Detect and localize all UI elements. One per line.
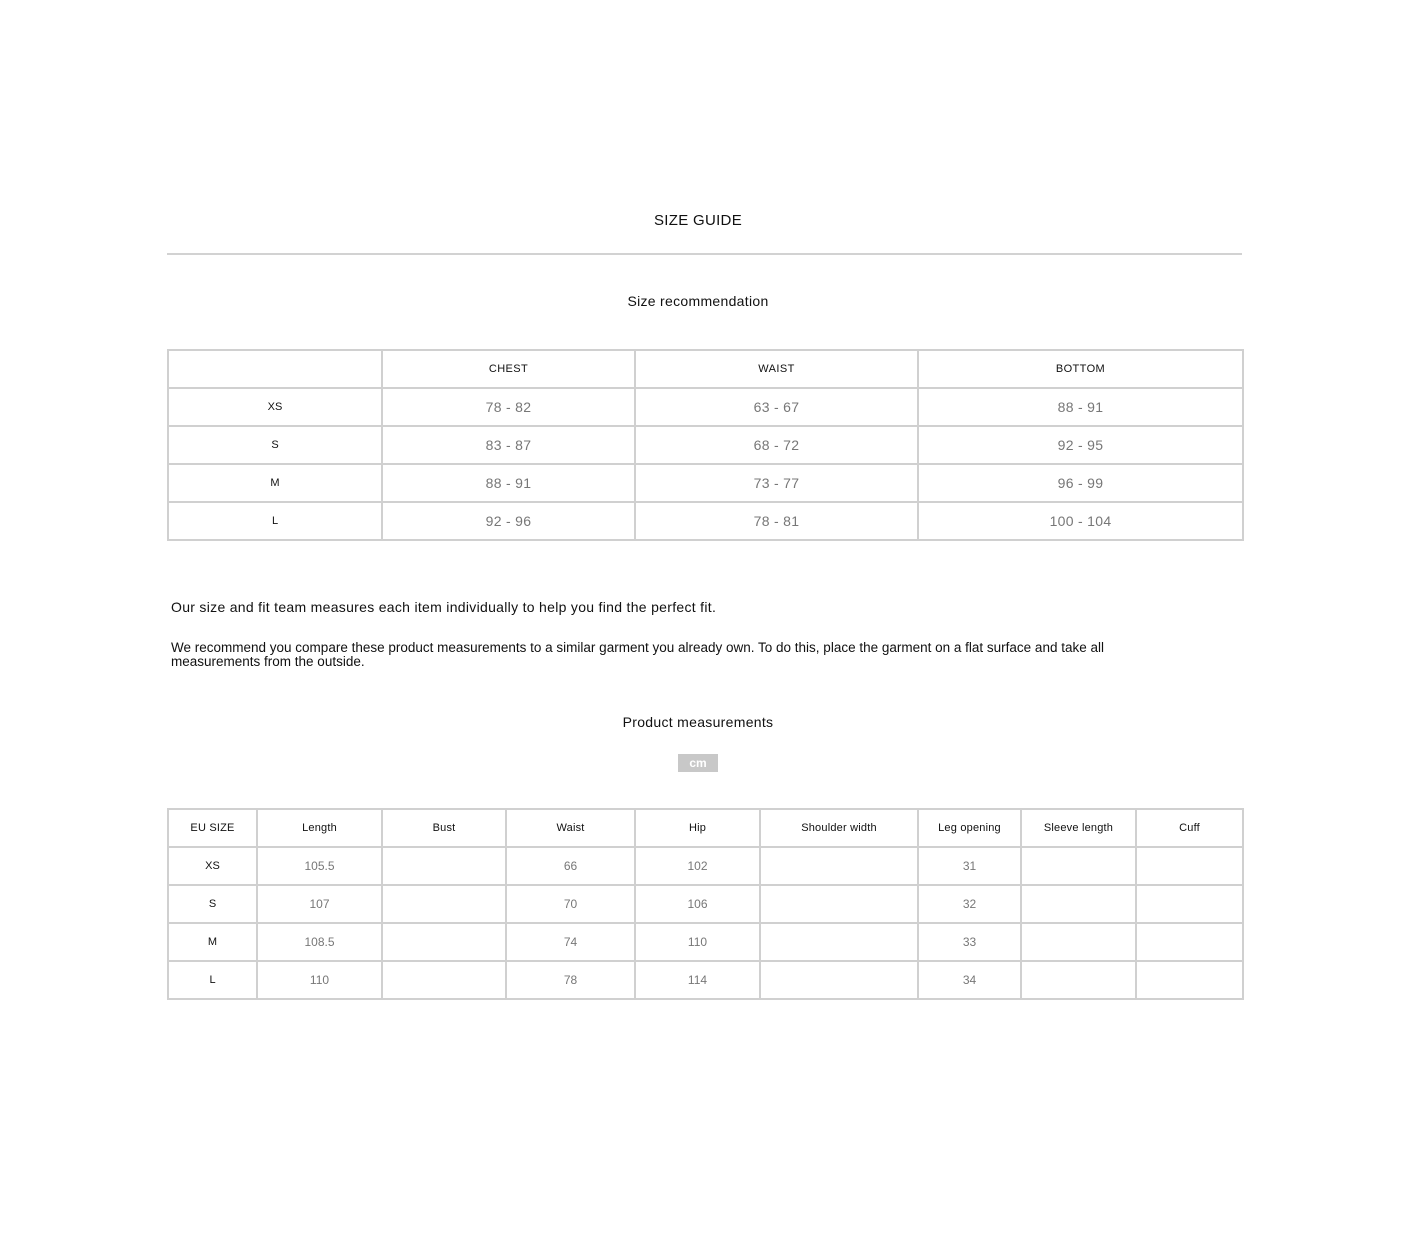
sleeve-length-value xyxy=(1021,923,1136,961)
table-row xyxy=(168,961,1243,999)
leg-opening-value: 34 xyxy=(918,961,1021,999)
cuff-value xyxy=(1136,885,1243,923)
title-divider xyxy=(167,253,1242,255)
header-cell-shoulder-width: Shoulder width xyxy=(760,809,918,847)
leg-opening-value: 32 xyxy=(918,885,1021,923)
table-row xyxy=(168,388,1243,426)
fit-team-paragraph: Our size and fit team measures each item individually to help you find the perfect fit. xyxy=(171,599,717,615)
product-measurements-heading: Product measurements xyxy=(622,714,774,730)
bottom-value: 88 - 91 xyxy=(918,388,1243,426)
chest-value: 88 - 91 xyxy=(382,464,635,502)
bust-value xyxy=(382,923,506,961)
waist-value: 70 xyxy=(506,885,635,923)
size-recommendation-heading: Size recommendation xyxy=(627,293,769,309)
chest-value: 92 - 96 xyxy=(382,502,635,540)
waist-value: 78 - 81 xyxy=(635,502,918,540)
size-label: S xyxy=(168,426,382,464)
table-header-row xyxy=(168,809,1243,847)
waist-value: 74 xyxy=(506,923,635,961)
sleeve-length-value xyxy=(1021,961,1136,999)
length-value: 110 xyxy=(257,961,382,999)
hip-value: 102 xyxy=(635,847,760,885)
table-row xyxy=(168,464,1243,502)
size-label: L xyxy=(168,961,257,999)
header-cell-bust: Bust xyxy=(382,809,506,847)
bust-value xyxy=(382,847,506,885)
table-row xyxy=(168,847,1243,885)
header-cell-leg-opening: Leg opening xyxy=(918,809,1021,847)
bottom-value: 100 - 104 xyxy=(918,502,1243,540)
size-label: L xyxy=(168,502,382,540)
cuff-value xyxy=(1136,961,1243,999)
hip-value: 110 xyxy=(635,923,760,961)
chest-value: 83 - 87 xyxy=(382,426,635,464)
leg-opening-value: 33 xyxy=(918,923,1021,961)
waist-value: 68 - 72 xyxy=(635,426,918,464)
waist-value: 63 - 67 xyxy=(635,388,918,426)
header-cell-chest: CHEST xyxy=(382,350,635,388)
table-row xyxy=(168,923,1243,961)
size-recommendation-table xyxy=(167,349,1244,541)
table-row xyxy=(168,885,1243,923)
hip-value: 114 xyxy=(635,961,760,999)
header-cell-sleeve-length: Sleeve length xyxy=(1021,809,1136,847)
shoulder-width-value xyxy=(760,885,918,923)
cuff-value xyxy=(1136,923,1243,961)
chest-value: 78 - 82 xyxy=(382,388,635,426)
length-value: 107 xyxy=(257,885,382,923)
bottom-value: 92 - 95 xyxy=(918,426,1243,464)
sleeve-length-value xyxy=(1021,885,1136,923)
table-row xyxy=(168,502,1243,540)
size-label: M xyxy=(168,923,257,961)
shoulder-width-value xyxy=(760,923,918,961)
page-title: SIZE GUIDE xyxy=(653,212,742,229)
leg-opening-value: 31 xyxy=(918,847,1021,885)
header-cell-bottom: BOTTOM xyxy=(918,350,1243,388)
bottom-value: 96 - 99 xyxy=(918,464,1243,502)
header-cell-waist: Waist xyxy=(506,809,635,847)
cuff-value xyxy=(1136,847,1243,885)
header-cell-waist: WAIST xyxy=(635,350,918,388)
length-value: 105.5 xyxy=(257,847,382,885)
bust-value xyxy=(382,885,506,923)
header-cell-empty xyxy=(168,350,382,388)
table-header-row xyxy=(168,350,1243,388)
bust-value xyxy=(382,961,506,999)
sleeve-length-value xyxy=(1021,847,1136,885)
size-label: XS xyxy=(168,388,382,426)
header-cell-eu-size: EU SIZE xyxy=(168,809,257,847)
waist-value: 78 xyxy=(506,961,635,999)
size-label: M xyxy=(168,464,382,502)
product-measurements-table xyxy=(167,808,1244,1000)
measurement-instructions-paragraph: We recommend you compare these product measurements to a similar garment you already own. To do this, place the garment on a flat surface and take all measurements from the outside. xyxy=(171,640,1104,669)
size-label: S xyxy=(168,885,257,923)
header-cell-hip: Hip xyxy=(635,809,760,847)
waist-value: 73 - 77 xyxy=(635,464,918,502)
hip-value: 106 xyxy=(635,885,760,923)
unit-toggle-cm[interactable]: cm xyxy=(678,754,718,772)
table-row xyxy=(168,426,1243,464)
length-value: 108.5 xyxy=(257,923,382,961)
size-label: XS xyxy=(168,847,257,885)
waist-value: 66 xyxy=(506,847,635,885)
header-cell-cuff: Cuff xyxy=(1136,809,1243,847)
shoulder-width-value xyxy=(760,847,918,885)
header-cell-length: Length xyxy=(257,809,382,847)
shoulder-width-value xyxy=(760,961,918,999)
